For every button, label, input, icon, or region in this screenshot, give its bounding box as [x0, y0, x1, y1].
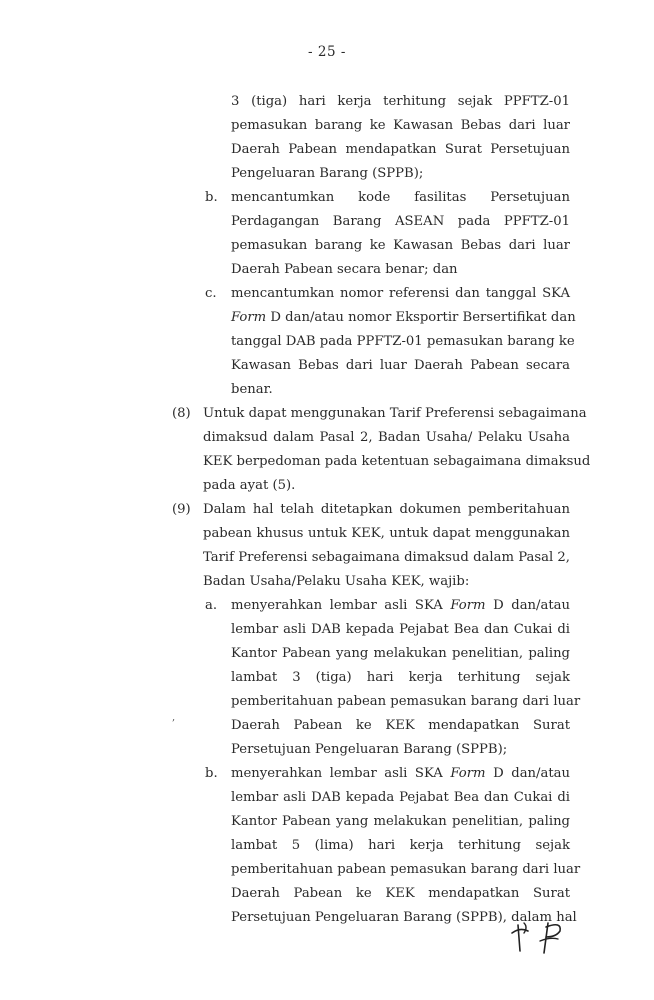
text-line: lembar asli DAB kepada Pejabat Bea dan Cukai di [231, 790, 570, 805]
text-span: D dan/atau [485, 598, 571, 613]
text-line: Daerah Pabean mendapatkan Surat Persetujuan [231, 142, 570, 157]
text-line: Badan Usaha/Pelaku Usaha KEK, wajib: [203, 574, 470, 589]
list-marker: c. [205, 286, 217, 301]
text-line: Persetujuan Pengeluaran Barang (SPPB); [231, 742, 508, 757]
text-line: Persetujuan Pengeluaran Barang (SPPB), dalam hal [231, 910, 577, 925]
text-line: 3 (tiga) hari kerja terhitung sejak PPFTZ-01 [231, 94, 570, 109]
text-line: Kantor Pabean yang melakukan penelitian, paling [231, 646, 570, 661]
text-line: pabean khusus untuk KEK, untuk dapat menggunakan [203, 526, 570, 541]
text-line: Perdagangan Barang ASEAN pada PPFTZ-01 [231, 214, 570, 229]
text-line: Kantor Pabean yang melakukan penelitian, paling [231, 814, 570, 829]
text-line: pada ayat (5). [203, 478, 296, 493]
text-line: Pengeluaran Barang (SPPB); [231, 166, 424, 181]
text-line: Dalam hal telah ditetapkan dokumen pemberitahuan [203, 502, 570, 517]
text-line [231, 762, 570, 786]
page-number: - 25 - [308, 44, 346, 60]
italic-term: Form [231, 310, 267, 325]
text-span: D dan/atau [485, 766, 571, 781]
text-line: lambat 5 (lima) hari kerja terhitung sejak [231, 838, 570, 853]
text-line: Daerah Pabean secara benar; dan [231, 262, 458, 277]
text-line: pemasukan barang ke Kawasan Bebas dari luar [231, 118, 570, 133]
text-line: pemberitahuan pabean pemasukan barang dari luar [231, 862, 581, 877]
text-line: lembar asli DAB kepada Pejabat Bea dan Cukai di [231, 622, 570, 637]
text-line: Kawasan Bebas dari luar Daerah Pabean secara [231, 358, 570, 373]
text-line: Tarif Preferensi sebagaimana dimaksud dalam Pasal 2, [203, 550, 570, 565]
paragraph-marker: (8) [172, 406, 191, 421]
text-span: D dan/atau nomor Eksportir Bersertifikat dan [266, 310, 576, 325]
handwritten-initials-icon [510, 915, 570, 955]
text-line: dimaksud dalam Pasal 2, Badan Usaha/ Pelaku Usaha [203, 430, 570, 445]
list-marker: b. [205, 766, 218, 781]
text-line: Daerah Pabean ke KEK mendapatkan Surat [231, 718, 570, 733]
text-line: benar. [231, 382, 273, 397]
scan-mark: , [172, 712, 176, 723]
text-line: lambat 3 (tiga) hari kerja terhitung sejak [231, 670, 570, 685]
text-line: pemberitahuan pabean pemasukan barang dari luar [231, 694, 581, 709]
list-marker: a. [205, 598, 218, 613]
text-line: KEK berpedoman pada ketentuan sebagaimana dimaksud [203, 454, 591, 469]
text-line: Untuk dapat menggunakan Tarif Preferensi sebagaimana [203, 406, 587, 421]
text-line: mencantumkan nomor referensi dan tanggal SKA [231, 286, 570, 301]
text-line: tanggal DAB pada PPFTZ-01 pemasukan barang ke [231, 334, 575, 349]
text-line: mencantumkan kode fasilitas Persetujuan [231, 190, 570, 205]
italic-term: Form [450, 766, 486, 781]
paragraph-marker: (9) [172, 502, 191, 517]
text-line: pemasukan barang ke Kawasan Bebas dari luar [231, 238, 570, 253]
text-span: menyerahkan lembar asli SKA [231, 598, 451, 613]
text-line [231, 594, 570, 618]
italic-term: Form [450, 598, 486, 613]
list-marker: b. [205, 190, 218, 205]
text-line: Daerah Pabean ke KEK mendapatkan Surat [231, 886, 570, 901]
text-span: menyerahkan lembar asli SKA [231, 766, 451, 781]
text-line [231, 306, 576, 330]
